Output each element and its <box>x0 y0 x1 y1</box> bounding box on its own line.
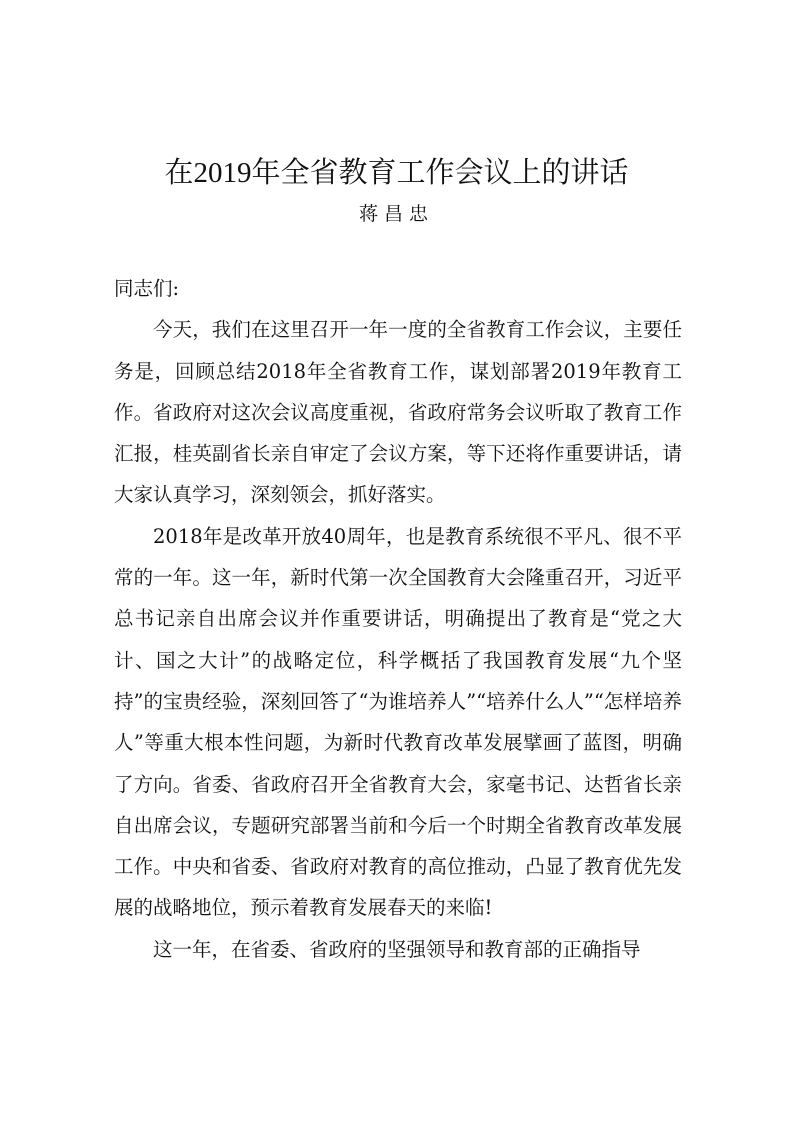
document-title: 在2019年全省教育工作会议上的讲话 <box>164 157 629 189</box>
greeting: 同志们: <box>114 277 180 300</box>
paragraph-2: 2018年是改革开放40周年，也是教育系统很不平凡、很不平常的一年。这一年，新时代第一次全国教育大会隆重召开，习近平总书记亲自出席会议并作重要讲话，明确提出了教育是“党之大计、国之大计”的战略定位，科学概括了我国教育发展“九个坚持”的宝贵经验，深刻回答了“为谁培养人”“培养什么人”“怎样培养人”等重大根本性问题，为新时代教育改革发展擘画了蓝图，明确了方向。省委、省政府召开全省教育大会，家毫书记、达哲省长亲自出席会议，专题研究部署当前和今后一个时期全省教育改革发展工作。中央和省委、省政府对教育的高位推动，凸显了教育优先发展的战略地位，预示着教育发展春天的来临! <box>114 524 682 920</box>
paragraph-1: 今天，我们在这里召开一年一度的全省教育工作会议，主要任务是，回顾总结2018年全省教育工作，谋划部署2019年教育工作。省政府对这次会议高度重视，省政府常务会议听取了教育工作汇报，桂英副省长亲自审定了会议方案，等下还将作重要讲话，请大家认真学习，深刻领会，抓好落实。 <box>114 318 682 507</box>
document-author: 蒋昌忠 <box>358 203 434 225</box>
paragraph-3: 这一年，在省委、省政府的坚强领导和教育部的正确指导 <box>153 937 641 961</box>
document-body <box>114 268 682 970</box>
